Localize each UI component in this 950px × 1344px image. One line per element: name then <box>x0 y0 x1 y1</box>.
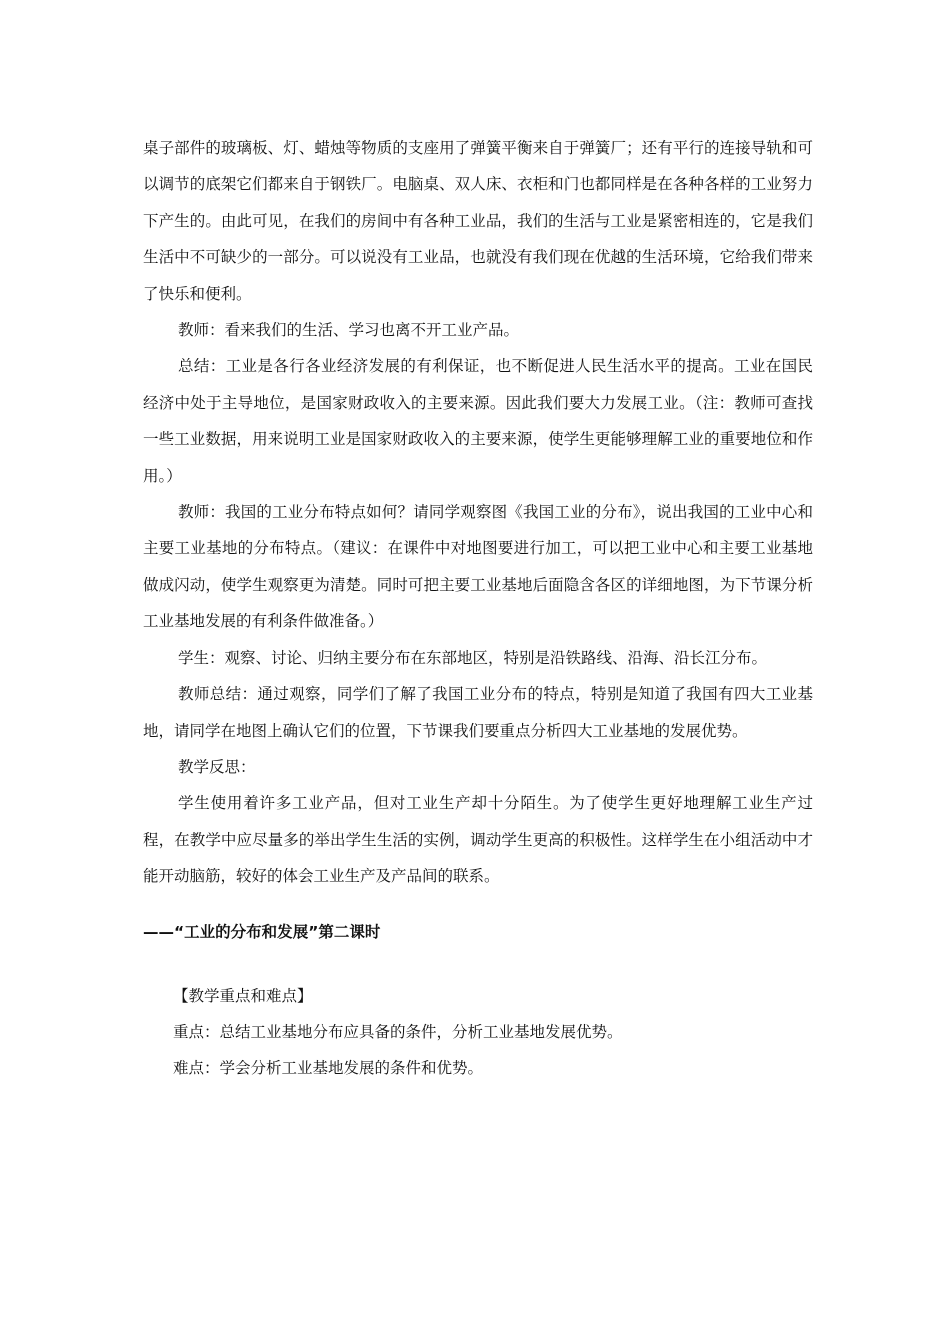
paragraph-student-answer: 学生：观察、讨论、归纳主要分布在东部地区，特别是沿铁路线、沿海、沿长江分布。 <box>178 648 768 667</box>
key-point-focus: 重点：总结工业基地分布应具备的条件，分析工业基地发展优势。 <box>173 1022 623 1041</box>
paragraph-reflection-label: 教学反思： <box>178 757 256 776</box>
document-body <box>143 130 813 1087</box>
section-title: ——“工业的分布和发展”第二课时 <box>143 922 381 941</box>
paragraph-reflection: 学生使用着许多工业产品，但对工业生产却十分陌生。为了使学生更好地理解工业生产过程，在教学中应尽量多的举出学生生活的实例，调动学生更高的积极性。这样学生在小组活动中才能开动脑筋，较好的体会工业生产及产品间的联系。 <box>143 794 813 886</box>
paragraph-teacher-remark: 教师：看来我们的生活、学习也离不开工业产品。 <box>178 321 520 340</box>
paragraph-continuation: 桌子部件的玻璃板、灯、蜡烛等物质的支座用了弹簧平衡来自于弹簧厂；还有平行的连接导轨和可以调节的底架它们都来自于钢铁厂。电脑桌、双人床、衣柜和门也都同样是在各种各样的工业努力下产生的。由此可见，在我们的房间中有各种工业品，我们的生活与工业是紧密相连的，它是我们生活中不可缺少的一部分。可以说没有工业品，也就没有我们现在优越的生活环境，它给我们带来了快乐和便利。 <box>143 139 813 303</box>
paragraph-teacher-summary: 教师总结：通过观察，同学们了解了我国工业分布的特点，特别是知道了我国有四大工业基地，请同学在地图上确认它们的位置，下节课我们要重点分析四大工业基地的发展优势。 <box>143 685 813 740</box>
key-point-difficulty: 难点：学会分析工业基地发展的条件和优势。 <box>173 1059 484 1078</box>
section-spacer <box>143 950 813 978</box>
paragraph-teacher-question: 教师：我国的工业分布特点如何？请同学观察图《我国工业的分布》，说出我国的工业中心和主要工业基地的分布特点。（建议：在课件中对地图要进行加工，可以把工业中心和主要工业基地做成闪动，使学生观察更为清楚。同时可把主要工业基地后面隐含各区的详细地图，为下节课分析工业基地发展的有利条件做准备。） <box>143 503 813 631</box>
key-points-label: 【教学重点和难点】 <box>173 986 313 1005</box>
paragraph-summary: 总结：工业是各行各业经济发展的有利保证，也不断促进人民生活水平的提高。工业在国民经济中处于主导地位，是国家财政收入的主要来源。因此我们要大力发展工业。（注：教师可查找一些工业数据，用来说明工业是国家财政收入的主要来源，使学生更能够理解工业的重要地位和作用。） <box>143 357 813 485</box>
